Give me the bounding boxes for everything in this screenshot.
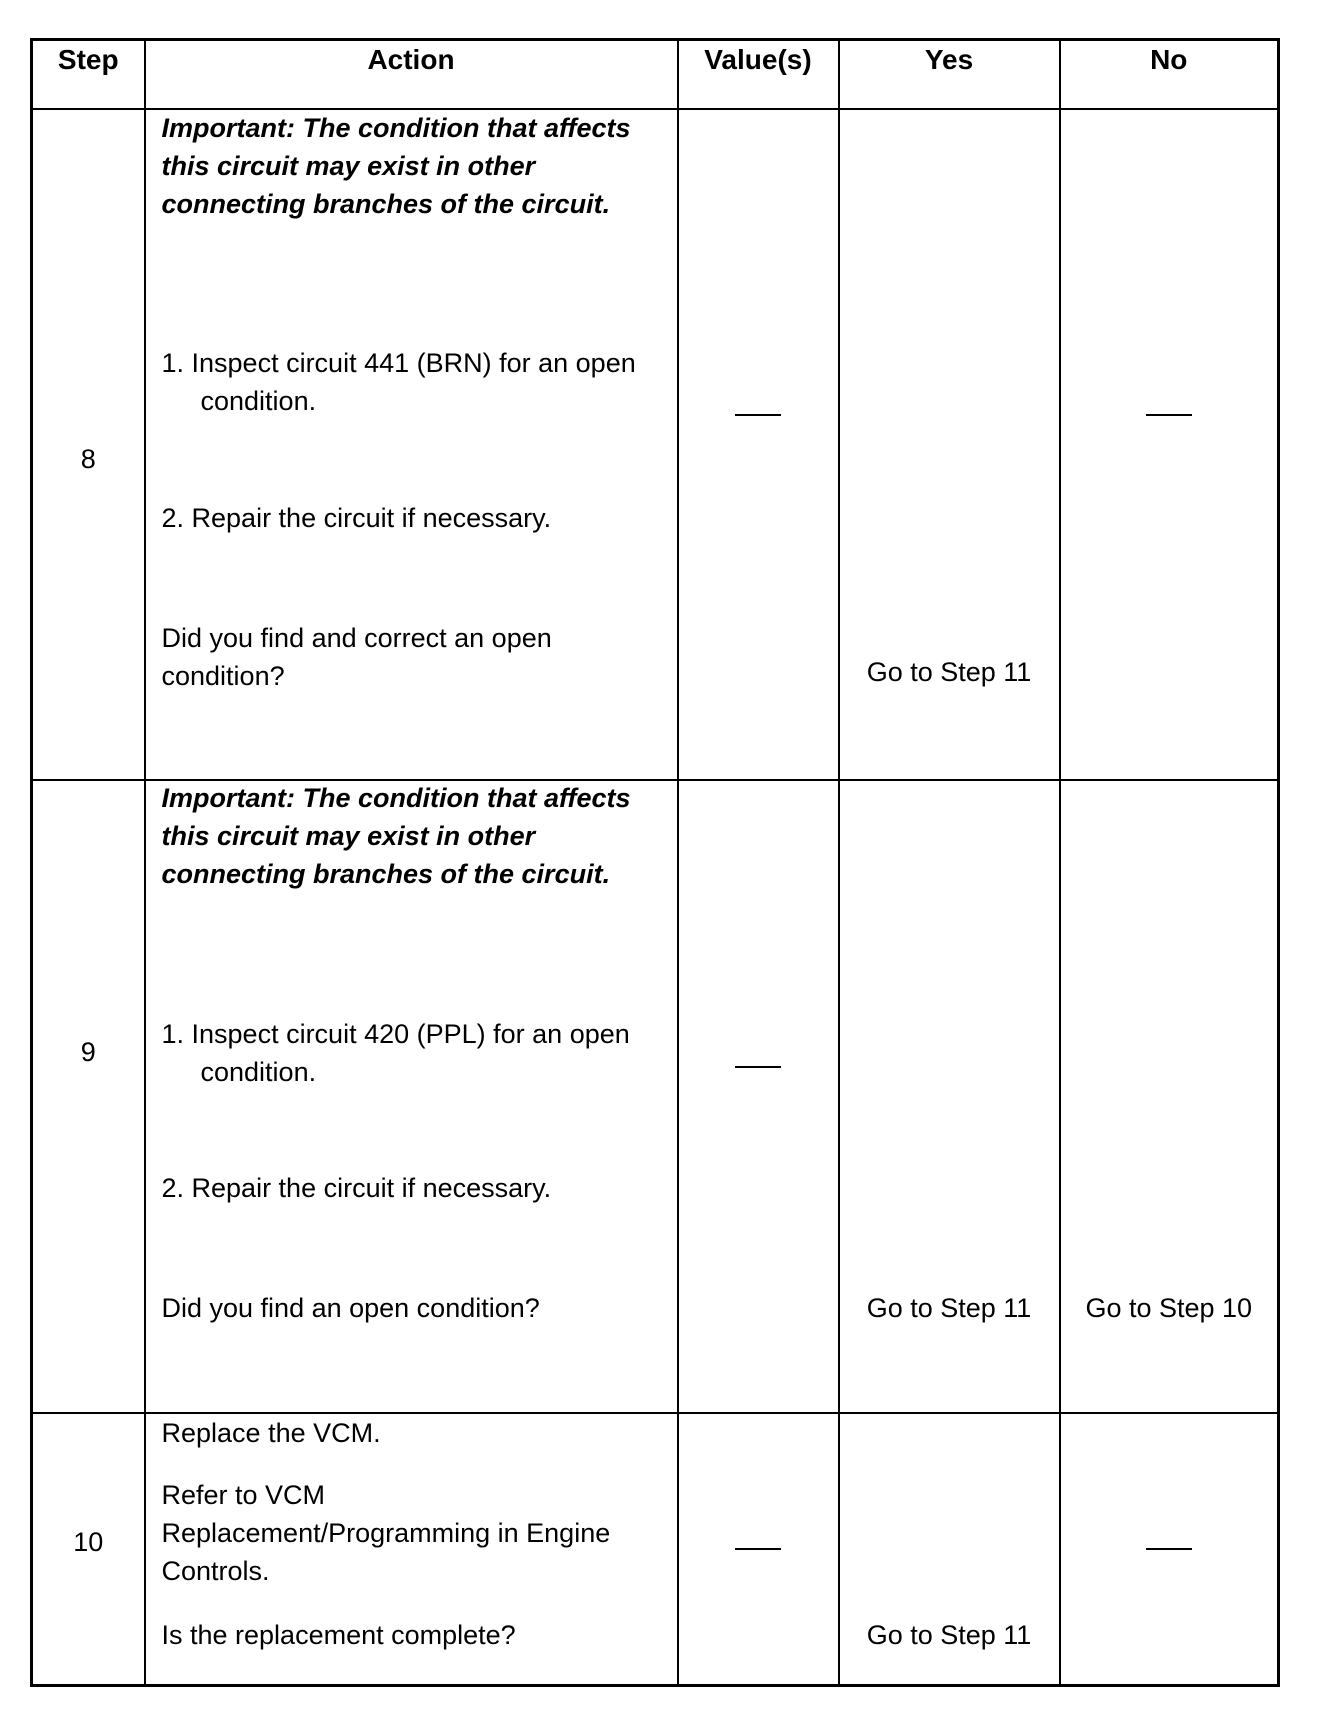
- header-step: Step: [32, 40, 145, 109]
- values-cell: [678, 1413, 839, 1686]
- table-row-step-8: [32, 109, 1279, 780]
- empty-no-dash: [1146, 1548, 1192, 1550]
- action-item-1: [162, 344, 667, 420]
- action-line-2: Refer to VCM Replacement/Programming in Engine Controls.: [161, 1479, 611, 1586]
- action-item-2: 2. Repair the circuit if necessary.: [161, 1172, 552, 1203]
- yes-goto: Go to Step 11: [866, 1619, 1032, 1650]
- action-item-2: 2. Repair the circuit if necessary.: [161, 502, 552, 533]
- action-question: Did you find and correct an open condition?: [161, 622, 552, 691]
- yes-cell: [839, 780, 1060, 1413]
- action-item-1-continuation: condition.: [200, 385, 317, 416]
- header-no: No: [1060, 40, 1279, 109]
- important-note: Important: The condition that affects this circuit may exist in other connecting branches of the circuit.: [161, 782, 631, 889]
- step-cell: [32, 1413, 145, 1686]
- step-cell: [32, 109, 145, 780]
- yes-goto: Go to Step 11: [866, 656, 1032, 687]
- yes-cell: [839, 109, 1060, 780]
- table-header-row: [32, 40, 1279, 109]
- action-cell: [145, 109, 678, 780]
- empty-value-dash: [735, 414, 781, 416]
- action-cell: [145, 780, 678, 1413]
- action-item-1-text: 1. Inspect circuit 441 (BRN) for an open: [161, 347, 636, 378]
- step-number: 8: [80, 443, 96, 474]
- action-question: Is the replacement complete?: [161, 1619, 516, 1650]
- step-number: 9: [80, 1036, 96, 1067]
- empty-value-dash: [735, 1548, 781, 1550]
- values-cell: [678, 109, 839, 780]
- no-goto: Go to Step 10: [1085, 1292, 1253, 1323]
- no-cell: [1060, 1413, 1279, 1686]
- action-item-1-continuation: condition.: [200, 1056, 317, 1087]
- header-action: Action: [145, 40, 678, 109]
- action-line-1: Replace the VCM.: [161, 1417, 381, 1448]
- step-number: 10: [73, 1526, 104, 1557]
- header-yes: Yes: [839, 40, 1060, 109]
- empty-no-dash: [1146, 414, 1192, 416]
- important-note: Important: The condition that affects this circuit may exist in other connecting branches of the circuit.: [161, 112, 631, 219]
- diagnostic-steps-table: [30, 38, 1280, 1687]
- action-question: Did you find an open condition?: [161, 1292, 540, 1323]
- table-row-step-9: [32, 780, 1279, 1413]
- values-cell: [678, 780, 839, 1413]
- yes-cell: [839, 1413, 1060, 1686]
- no-cell: [1060, 780, 1279, 1413]
- no-cell: [1060, 109, 1279, 780]
- empty-value-dash: [735, 1066, 781, 1068]
- table-row-step-10: [32, 1413, 1279, 1686]
- header-values: Value(s): [678, 40, 839, 109]
- action-item-1: [162, 1015, 667, 1091]
- action-item-1-text: 1. Inspect circuit 420 (PPL) for an open: [161, 1018, 630, 1049]
- step-cell: [32, 780, 145, 1413]
- yes-goto: Go to Step 11: [866, 1292, 1032, 1323]
- action-cell: [145, 1413, 678, 1686]
